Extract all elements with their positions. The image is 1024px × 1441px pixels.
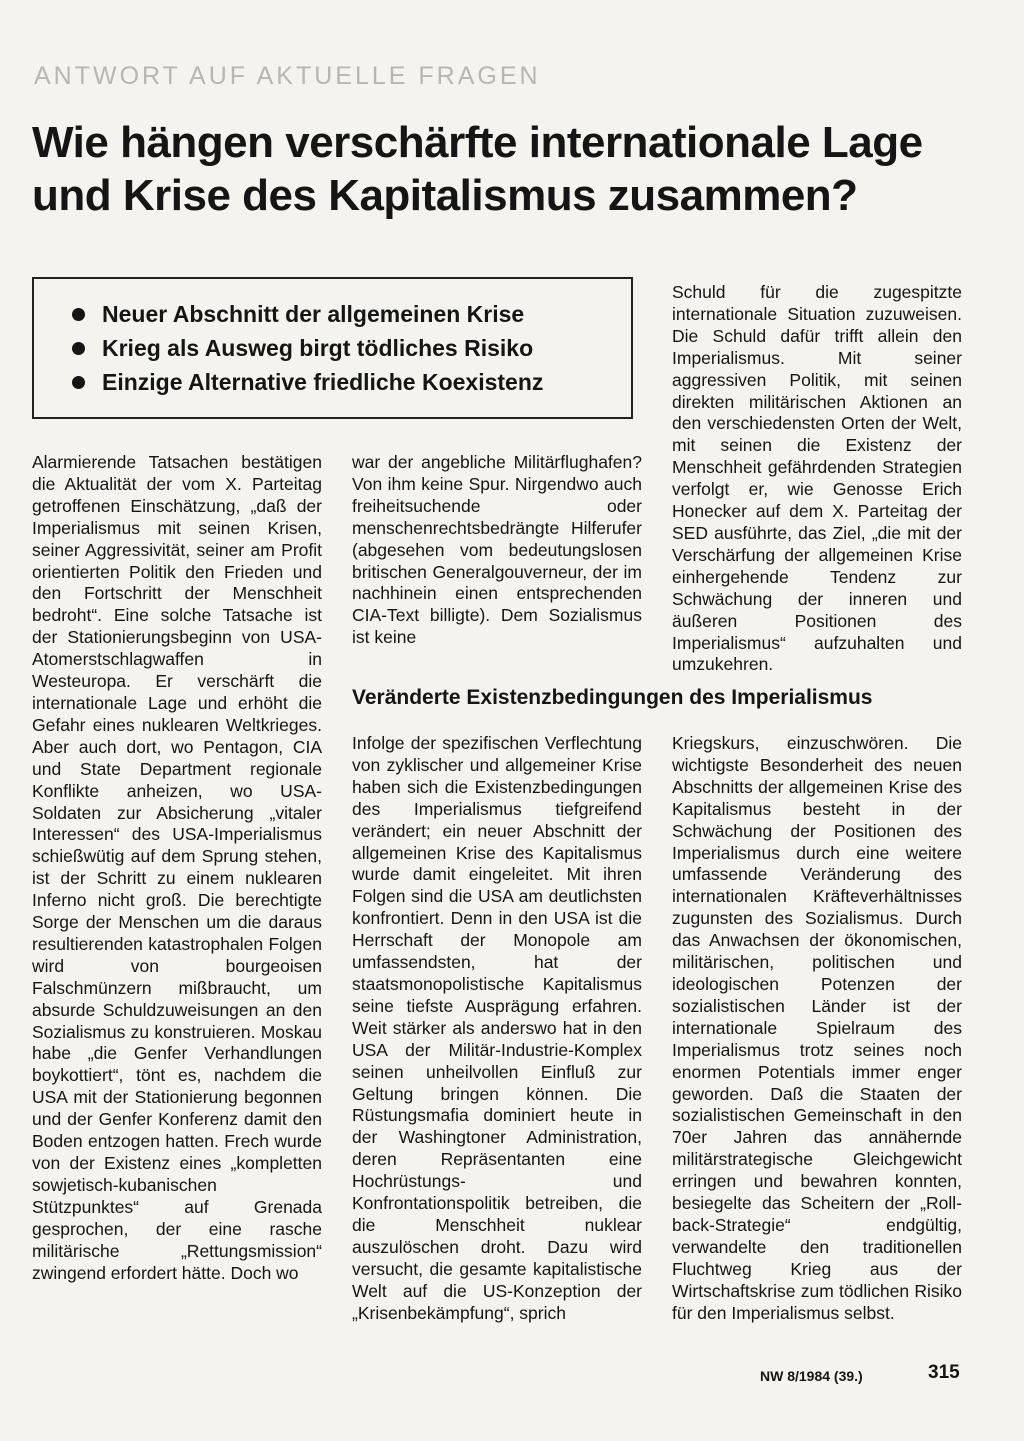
column-3-bottom-text: Kriegskurs, einzuschwören. Die wichtigste Besonderheit des neuen Abschnitts der allgemeinen Krise des Kapitalismus besteht in der Schwächung der Positionen des Imperialismus durch eine weitere umfassende Veränderung des internationalen Kräfteverhältnisses zugunsten des Sozialismus. Durch das Anwachsen der ökonomischen, militärischen, politischen und ideologischen Potenzen der sozialistischen Länder ist der internationale Spielraum des Imperialismus trotz seines noch enormen Potentials immer enger geworden. Daß die Staaten der sozialistischen Gemeinschaft in den 70er Jahren das annähernde militärstrategische Gleichgewicht erringen und bewahren konnten, besiegelte das Scheitern der „Roll-back-Strategie“ endgültig, verwandelte den traditionellen Fluchtweg Krieg aus der Wirtschaftskrise zum tödlichen Risiko für den Imperialismus selbst. [672, 733, 962, 1323]
article-headline: Wie hängen verschärfte internationale Lage und Krise des Kapitalismus zusammen? [32, 118, 923, 220]
summary-list [72, 297, 611, 399]
summary-item: Krieg als Ausweg birgt tödliches Risiko [72, 331, 611, 365]
column-1-text: Alarmierende Tatsachen bestätigen die Aktualität der vom X. Parteitag getroffenen Einschätzung, „daß der Imperialismus mit seinen Krisen, seiner Aggressivität, seiner am Profit orientierten Politik den Frieden und den Fortschritt der Menschheit bedroht“. Eine solche Tatsache ist der Stationierungsbeginn von USA-Atomerstschlagwaffen in Westeuropa. Er verschärft die internationale Lage und erhöht die Gefahr eines nuklearen Weltkrieges. Aber auch dort, wo Pentagon, CIA und State Department regionale Konflikte anheizen, wo USA-Soldaten zur Absicherung „vitaler Interessen“ des USA-Imperialismus schießwütig auf dem Sprung stehen, ist der Schritt zu einem nuklearen Inferno nicht groß. Die berechtigte Sorge der Menschen um die daraus resultierenden katastrophalen Folgen wird von bourgeoisen Falschmünzern mißbraucht, um absurde Schuldzuweisungen an den Sozialismus zu konstruieren. Moskau habe „die Genfer Verhandlungen boykottiert“, tönt es, nachdem die USA mit der Stationierung begonnen und der Genfer Konferenz damit den Boden entzogen hatten. Frech wurde von der Existenz eines „kompletten sowjetisch-kubanischen Stützpunktes“ auf Grenada gesprochen, der eine rasche militärische „Rettungsmission“ zwingend erfordert hätte. Doch wo [32, 452, 322, 1283]
page-number: 315 [928, 1362, 960, 1383]
footer-source: NW 8/1984 (39.) [760, 1368, 863, 1384]
section-subheading: Veränderte Existenzbedingungen des Imperialismus [352, 686, 873, 709]
column-2-top-text: war der angebliche Militärflughafen? Von ihm keine Spur. Nirgendwo auch freiheitsuchende oder menschenrechtsbedrängte Hilferufer (abgesehen vom bedeutungslosen britischen Generalgouverneur, der im nachhinein einen entsprechenden CIA-Text billigte). Dem Sozialismus ist keine [352, 452, 642, 648]
column-2-bottom-text: Infolge der spezifischen Verflechtung von zyklischer und allgemeiner Krise haben sich die Existenzbedingungen des Imperialismus tiefgreifend verändert; ein neuer Abschnitt der allgemeinen Krise des Kapitalismus wurde damit eingeleitet. Mit ihren Folgen sind die USA am deutlichsten konfrontiert. Denn in den USA ist die Herrschaft der Monopole am umfassendsten, hat der staatsmonopolistische Kapitalismus seine tiefste Ausprägung erfahren. Weit stärker als anderswo hat in den USA der Militär-Industrie-Komplex seinen unheilvollen Einfluß zur Geltung bringen können. Die Rüstungsmafia dominiert heute in der Washingtoner Administration, deren Repräsentanten eine Hochrüstungs- und Konfrontationspolitik betreiben, die die Menschheit nuklear auszulöschen droht. Dazu wird versucht, die gesamte kapitalistische Welt auf die US-Konzeption der „Krisenbekämpfung“, sprich [352, 733, 642, 1323]
summary-item: Einzige Alternative friedliche Koexistenz [72, 365, 611, 399]
section-kicker: ANTWORT AUF AKTUELLE FRAGEN [34, 62, 541, 90]
column-3-top-text: Schuld für die zugespitzte internationale Situation zuzuweisen. Die Schuld dafür trifft allein den Imperialismus. Mit seiner aggressiven Politik, mit seinen direkten militärischen Aktionen an den verschiedensten Orten der Welt, mit seinen die Existenz der Menschheit gefährdenden Strategien verfolgt er, wie Genosse Erich Honecker auf dem X. Parteitag der SED ausführte, das Ziel, „die mit der Verschärfung der allgemeinen Krise einhergehende Tendenz zur Schwächung der inneren und äußeren Positionen des Imperialismus“ aufzuhalten und umzukehren. [672, 282, 962, 675]
summary-item: Neuer Abschnitt der allgemeinen Krise [72, 297, 611, 331]
summary-box [32, 277, 633, 419]
